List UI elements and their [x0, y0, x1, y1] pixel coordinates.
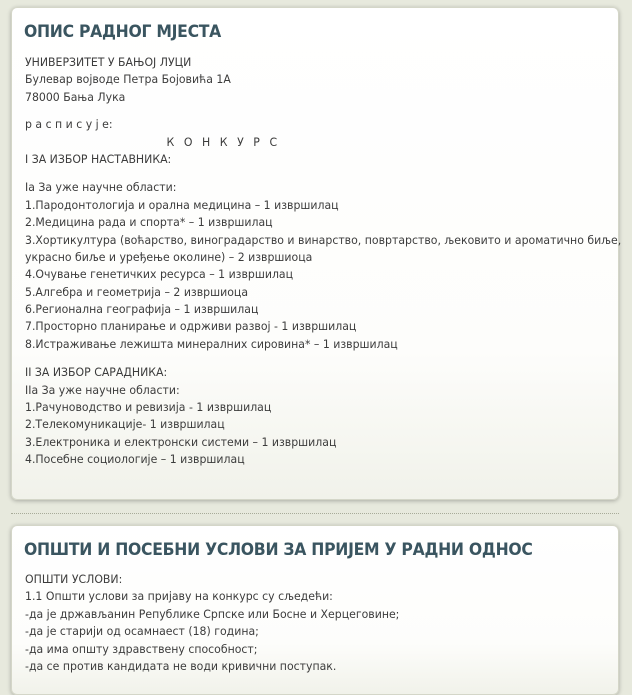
conditions-body — [12, 560, 618, 675]
list-item: 8.Истраживање лежишта минералних сировина* – 1 извршилац — [25, 336, 398, 351]
address-line: Булевар војводе Петра Бојовића 1А — [25, 72, 231, 87]
section-title: ОПИС РАДНОГ МЈЕСТА — [23, 22, 222, 42]
list-item: 4.Очување генетичких ресурса – 1 извршилац — [25, 267, 294, 282]
list-item: 1.Пародонтологија и орална медицина – 1 извршилац — [25, 197, 339, 212]
associates-subheading: IIа За уже научне области: — [25, 382, 180, 397]
address-line: УНИВЕРЗИТЕТ У БАЊОЈ ЛУЦИ — [25, 55, 192, 69]
condition-item: -да има општу здравствену способност; — [25, 641, 258, 656]
condition-item: -да се против кандидата не води кривични поступак. — [25, 658, 337, 673]
general-conditions-heading: ОПШТИ УСЛОВИ: — [25, 572, 123, 586]
conditions-card — [11, 525, 619, 695]
associates-heading: II ЗА ИЗБОР САРАДНИКА: — [25, 365, 168, 380]
list-item: 7.Просторно планирање и одрживи развој - 1 извршилац — [25, 319, 357, 334]
teachers-heading: I ЗА ИЗБОР НАСТАВНИКА: — [25, 151, 172, 166]
list-item: 4.Посебне социологије – 1 извршилац — [25, 452, 245, 467]
job-description-body — [12, 42, 622, 469]
section-divider — [11, 513, 619, 514]
address-line: 78000 Бања Лука — [25, 89, 126, 104]
section-title: ОПШТИ И ПОСЕБНИ УСЛОВИ ЗА ПРИЈЕМ У РАДНИ ОДНОС — [23, 540, 533, 560]
conditions-intro: 1.1 Општи услови за пријаву на конкурс су сљедећи: — [25, 589, 333, 604]
condition-item: -да је држављанин Републике Српске или Босне и Херцеговине; — [25, 606, 400, 621]
list-item: украсно биље и уређење околине) – 2 извршиоца — [25, 249, 313, 264]
condition-item: -да је старији од осамнаест (18) година; — [25, 624, 259, 639]
list-item: 6.Регионална географија – 1 извршилац — [25, 302, 259, 317]
list-item: 2.Телекомуникације- 1 извршилац — [25, 417, 225, 432]
list-item: 3.Хортикултура (воћарство, виноградарство и винарство, повртарство, љековито и ароматично биље, — [25, 232, 622, 247]
list-item: 1.Рачуноводство и ревизија - 1 извршилац — [25, 400, 272, 415]
list-item: 2.Медицина рада и спорта* – 1 извршилац — [25, 215, 273, 230]
list-item: 3.Електроника и електронски системи – 1 извршилац — [25, 434, 337, 449]
job-description-card — [11, 7, 622, 500]
list-item: 5.Алгебра и геометрија – 2 извршиоца — [25, 284, 249, 299]
announces-text: р а с п и с у ј е: — [25, 117, 113, 132]
teachers-subheading: Iа За уже научне области: — [25, 180, 177, 195]
konkurs-heading: К О Н К У Р С — [166, 134, 281, 149]
